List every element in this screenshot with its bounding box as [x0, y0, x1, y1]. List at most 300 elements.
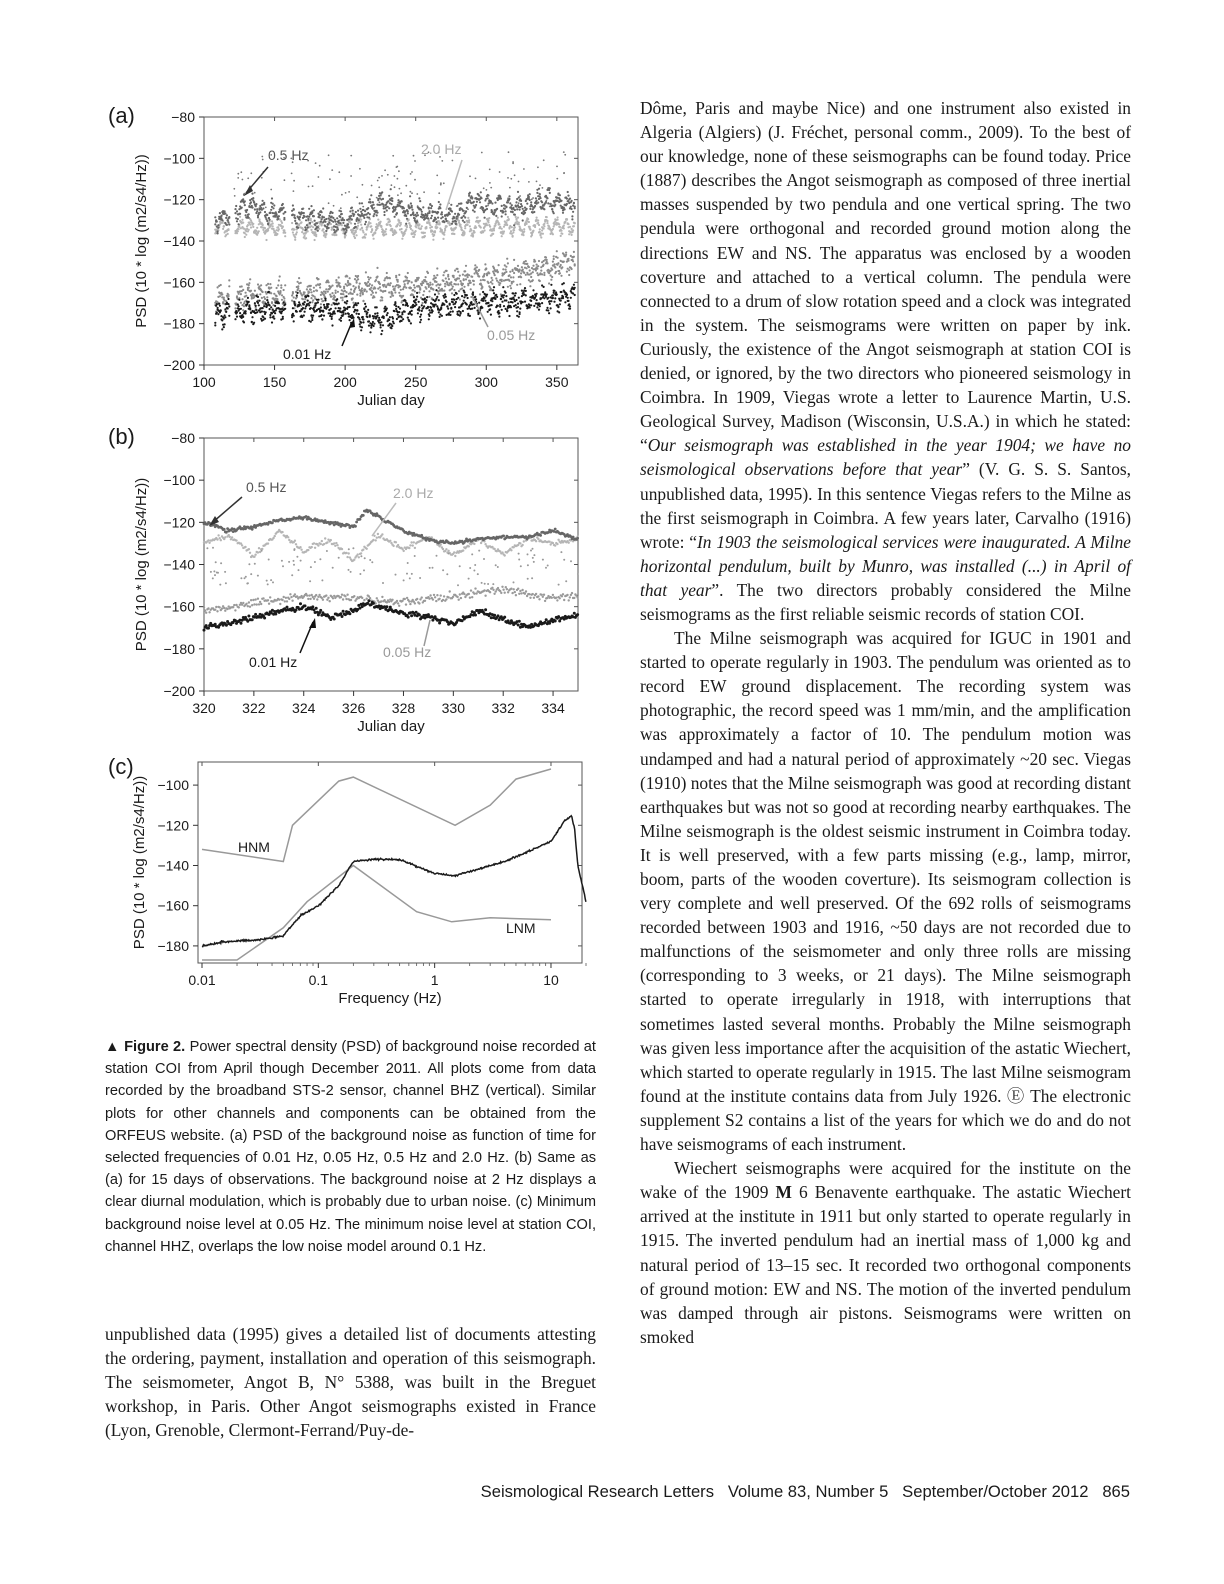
data-point — [402, 304, 404, 306]
data-point — [285, 597, 287, 599]
data-point — [381, 191, 383, 193]
data-point — [442, 274, 444, 276]
data-point — [565, 254, 567, 256]
data-point — [439, 203, 441, 205]
data-point — [437, 211, 439, 213]
data-point — [557, 306, 559, 308]
data-point — [318, 216, 320, 218]
data-point — [369, 202, 371, 204]
data-point — [250, 172, 252, 174]
data-point — [493, 229, 495, 231]
data-point — [477, 216, 479, 218]
data-point — [547, 297, 549, 299]
data-point — [207, 627, 210, 630]
data-point — [374, 207, 376, 209]
data-point — [358, 313, 360, 315]
data-point — [537, 219, 539, 221]
data-point — [340, 210, 342, 212]
data-point — [249, 278, 251, 280]
data-point — [567, 195, 569, 197]
data-point — [518, 181, 520, 183]
data-point — [370, 294, 372, 296]
data-point — [563, 227, 565, 229]
data-point — [536, 264, 538, 266]
data-point — [562, 593, 564, 595]
data-point — [507, 262, 509, 264]
panel-label: (b) — [108, 424, 135, 449]
data-point — [498, 310, 500, 312]
data-point — [294, 593, 296, 595]
data-point — [335, 542, 337, 544]
data-point — [262, 291, 264, 293]
data-point — [430, 217, 432, 219]
data-point — [431, 226, 433, 228]
data-point — [355, 286, 357, 288]
data-point — [253, 322, 255, 324]
data-point — [303, 314, 305, 316]
data-point — [357, 553, 359, 555]
data-point — [422, 206, 424, 208]
data-point — [336, 298, 338, 300]
data-point — [517, 265, 519, 267]
data-point — [388, 319, 390, 321]
data-point — [368, 320, 370, 322]
data-point — [310, 205, 312, 207]
data-point — [522, 208, 524, 210]
data-point — [339, 216, 341, 218]
data-point — [554, 204, 556, 206]
data-point — [408, 547, 410, 549]
data-point — [538, 260, 540, 262]
data-point — [283, 217, 285, 219]
data-point — [237, 218, 239, 220]
data-point — [514, 591, 516, 593]
data-point — [455, 220, 457, 222]
data-point — [355, 226, 357, 228]
data-point — [541, 229, 543, 231]
data-point — [369, 198, 371, 200]
data-point — [505, 210, 507, 212]
data-point — [307, 227, 309, 229]
data-point — [377, 180, 379, 182]
x-tick-label: 322 — [242, 700, 266, 716]
data-point — [314, 304, 316, 306]
data-point — [566, 594, 568, 596]
data-point — [276, 233, 278, 235]
data-point — [319, 609, 322, 612]
data-point — [476, 266, 478, 268]
data-point — [567, 223, 569, 225]
data-point — [217, 534, 219, 536]
data-point — [270, 306, 272, 308]
data-point — [459, 593, 461, 595]
data-point — [548, 312, 550, 314]
data-point — [446, 282, 448, 284]
data-point — [438, 220, 440, 222]
data-point — [242, 289, 244, 291]
data-point — [491, 300, 493, 302]
data-point — [257, 598, 259, 600]
data-point — [436, 305, 438, 307]
data-point — [533, 305, 535, 307]
data-point — [353, 559, 355, 561]
data-point — [248, 213, 250, 215]
data-point — [443, 231, 445, 233]
data-point — [424, 297, 426, 299]
data-point — [344, 595, 346, 597]
data-point — [462, 302, 464, 304]
data-point — [258, 603, 260, 605]
data-point — [445, 218, 447, 220]
data-point — [434, 293, 436, 295]
data-point — [554, 266, 556, 268]
data-point — [550, 284, 552, 286]
data-point — [418, 291, 420, 293]
data-point — [438, 201, 440, 203]
data-point — [435, 304, 437, 306]
y-tick-label: −100 — [163, 150, 195, 167]
data-point — [371, 185, 373, 187]
data-point — [449, 208, 451, 210]
data-point — [543, 228, 545, 230]
data-point — [435, 281, 437, 283]
data-point — [533, 597, 535, 599]
data-point — [556, 166, 558, 168]
data-point — [433, 594, 435, 596]
data-point — [266, 214, 268, 216]
data-point — [396, 318, 398, 320]
data-point — [292, 204, 294, 206]
data-point — [444, 293, 446, 295]
data-point — [396, 600, 398, 602]
data-point — [232, 606, 234, 608]
data-point — [486, 294, 488, 296]
data-point — [286, 600, 288, 602]
data-point — [327, 597, 329, 599]
figure-2 — [0, 0, 620, 1020]
data-point — [263, 305, 265, 307]
data-point — [446, 301, 448, 303]
data-point — [281, 599, 283, 601]
data-point — [416, 598, 418, 600]
data-point — [472, 294, 474, 296]
series-05Hz-points — [203, 509, 579, 545]
data-point — [364, 303, 366, 305]
data-point — [314, 224, 316, 226]
data-point — [268, 603, 270, 605]
data-point — [480, 279, 482, 281]
data-point — [205, 612, 207, 614]
data-point — [219, 305, 221, 307]
data-point — [398, 220, 400, 222]
data-point — [574, 207, 576, 209]
data-point — [214, 223, 216, 225]
data-point — [227, 298, 229, 300]
data-point — [571, 268, 573, 270]
data-point — [319, 283, 321, 285]
data-point — [331, 292, 333, 294]
series-20Hz-points — [203, 529, 579, 562]
data-point — [423, 191, 425, 193]
data-point — [376, 306, 378, 308]
data-point — [355, 302, 357, 304]
data-point — [489, 226, 491, 228]
data-point — [362, 514, 365, 517]
data-point — [435, 277, 437, 279]
data-point — [304, 235, 306, 237]
data-point — [564, 301, 566, 303]
data-point — [234, 318, 236, 320]
data-point — [309, 301, 311, 303]
data-point — [383, 211, 385, 213]
data-point — [541, 273, 543, 275]
data-point — [573, 225, 575, 227]
data-point — [334, 545, 336, 547]
data-point — [236, 220, 238, 222]
data-point — [509, 271, 511, 273]
data-point — [251, 207, 253, 209]
data-point — [304, 216, 306, 218]
data-point — [239, 312, 241, 314]
data-point — [388, 291, 390, 293]
data-point — [306, 288, 308, 290]
data-point — [458, 214, 460, 216]
data-point — [404, 283, 406, 285]
data-point — [294, 540, 296, 542]
data-point — [568, 599, 570, 601]
annotation-arrow — [446, 160, 462, 210]
data-point — [227, 295, 229, 297]
data-point — [299, 216, 301, 218]
data-point — [233, 188, 235, 190]
data-point — [438, 293, 440, 295]
data-point — [531, 198, 533, 200]
data-point — [528, 266, 530, 268]
data-point — [492, 289, 494, 291]
data-point — [227, 303, 229, 305]
data-point — [532, 289, 534, 291]
data-point — [501, 279, 503, 281]
data-point — [403, 550, 405, 552]
data-point — [344, 236, 346, 238]
data-point — [336, 285, 338, 287]
data-point — [556, 250, 558, 252]
data-point — [305, 237, 307, 239]
data-point — [328, 218, 330, 220]
data-point — [335, 292, 337, 294]
data-point — [373, 215, 375, 217]
data-point — [442, 216, 444, 218]
data-point — [463, 300, 465, 302]
data-point — [362, 231, 364, 233]
data-point — [446, 225, 448, 227]
data-point — [304, 226, 306, 228]
data-point — [362, 300, 364, 302]
data-point — [520, 276, 522, 278]
data-point — [240, 171, 242, 173]
data-point — [439, 207, 441, 209]
data-point — [373, 296, 375, 298]
data-point — [369, 283, 371, 285]
data-point — [336, 217, 338, 219]
data-point — [410, 225, 412, 227]
data-point — [376, 315, 378, 317]
data-point — [508, 301, 510, 303]
data-point — [229, 536, 231, 538]
data-point — [515, 304, 517, 306]
data-point — [350, 599, 352, 601]
data-point — [236, 232, 238, 234]
data-point — [311, 221, 313, 223]
data-point — [257, 283, 259, 285]
data-point — [331, 324, 333, 326]
data-point — [274, 535, 276, 537]
data-point — [270, 209, 272, 211]
data-point — [356, 294, 358, 296]
data-point — [208, 542, 210, 544]
data-point — [508, 274, 510, 276]
data-point — [381, 596, 383, 598]
data-point — [536, 200, 538, 202]
data-point — [407, 212, 409, 214]
data-point — [420, 534, 423, 537]
data-point — [394, 216, 396, 218]
data-point — [345, 291, 347, 293]
data-point — [222, 228, 224, 230]
data-point — [283, 213, 285, 215]
data-point — [467, 208, 469, 210]
data-point — [418, 301, 420, 303]
data-point — [543, 159, 545, 161]
data-point — [331, 169, 333, 171]
data-point — [440, 184, 442, 186]
data-point — [443, 304, 445, 306]
data-point — [554, 528, 557, 531]
data-point — [233, 604, 235, 606]
data-point — [539, 184, 541, 186]
data-point — [486, 208, 488, 210]
data-point — [560, 300, 562, 302]
data-point — [394, 291, 396, 293]
data-point — [301, 316, 303, 318]
data-point — [431, 205, 433, 207]
data-point — [354, 223, 356, 225]
data-point — [541, 302, 543, 304]
data-point — [514, 295, 516, 297]
data-point — [370, 194, 372, 196]
data-point — [474, 264, 476, 266]
data-point — [217, 224, 219, 226]
data-point — [502, 286, 504, 288]
data-point — [216, 220, 218, 222]
data-point — [461, 216, 463, 218]
data-point — [407, 210, 409, 212]
data-point — [468, 593, 470, 595]
data-point — [529, 193, 531, 195]
data-point — [407, 305, 409, 307]
data-point — [352, 297, 354, 299]
data-point — [327, 224, 329, 226]
data-point — [539, 228, 541, 230]
data-point — [453, 229, 455, 231]
data-point — [569, 308, 571, 310]
data-point — [429, 594, 431, 596]
data-point — [367, 599, 370, 602]
data-point — [297, 285, 299, 287]
data-point — [282, 225, 284, 227]
data-point — [398, 311, 400, 313]
data-point — [543, 208, 545, 210]
data-point — [520, 200, 522, 202]
data-point — [324, 537, 326, 539]
data-point — [276, 298, 278, 300]
data-point — [322, 207, 324, 209]
data-point — [317, 278, 319, 280]
data-point — [371, 284, 373, 286]
data-point — [370, 225, 372, 227]
data-point — [342, 293, 344, 295]
data-point — [369, 277, 371, 279]
data-point — [339, 612, 342, 615]
data-point — [530, 300, 532, 302]
data-point — [315, 234, 317, 236]
data-point — [382, 324, 384, 326]
data-point — [218, 303, 220, 305]
data-point — [359, 283, 361, 285]
data-point — [511, 592, 513, 594]
data-point — [284, 179, 286, 181]
data-point — [244, 200, 246, 202]
data-point — [457, 297, 459, 299]
data-point — [365, 271, 367, 273]
data-point — [548, 541, 550, 543]
data-point — [360, 211, 362, 213]
data-point — [555, 271, 557, 273]
data-point — [376, 537, 378, 539]
data-point — [299, 290, 301, 292]
data-point — [451, 292, 453, 294]
data-point — [535, 540, 537, 542]
data-point — [323, 315, 325, 317]
data-point — [348, 612, 351, 615]
data-point — [548, 282, 550, 284]
data-point — [361, 202, 363, 204]
data-point — [410, 541, 412, 543]
data-point — [243, 305, 245, 307]
data-point — [388, 601, 390, 603]
data-point — [451, 223, 453, 225]
data-point — [553, 301, 555, 303]
y-tick-label: −200 — [163, 683, 195, 699]
data-point — [217, 307, 219, 309]
data-point — [549, 303, 551, 305]
data-point — [309, 222, 311, 224]
data-point — [557, 262, 559, 264]
data-point — [252, 599, 254, 601]
data-point — [235, 539, 237, 541]
data-point — [337, 291, 339, 293]
data-point — [310, 297, 312, 299]
data-point — [312, 299, 314, 301]
data-point — [444, 283, 446, 285]
data-point — [333, 229, 335, 231]
data-point — [234, 208, 236, 210]
data-point — [216, 312, 218, 314]
data-point — [225, 217, 227, 219]
data-point — [350, 215, 352, 217]
data-point — [223, 607, 225, 609]
data-point — [335, 290, 337, 292]
